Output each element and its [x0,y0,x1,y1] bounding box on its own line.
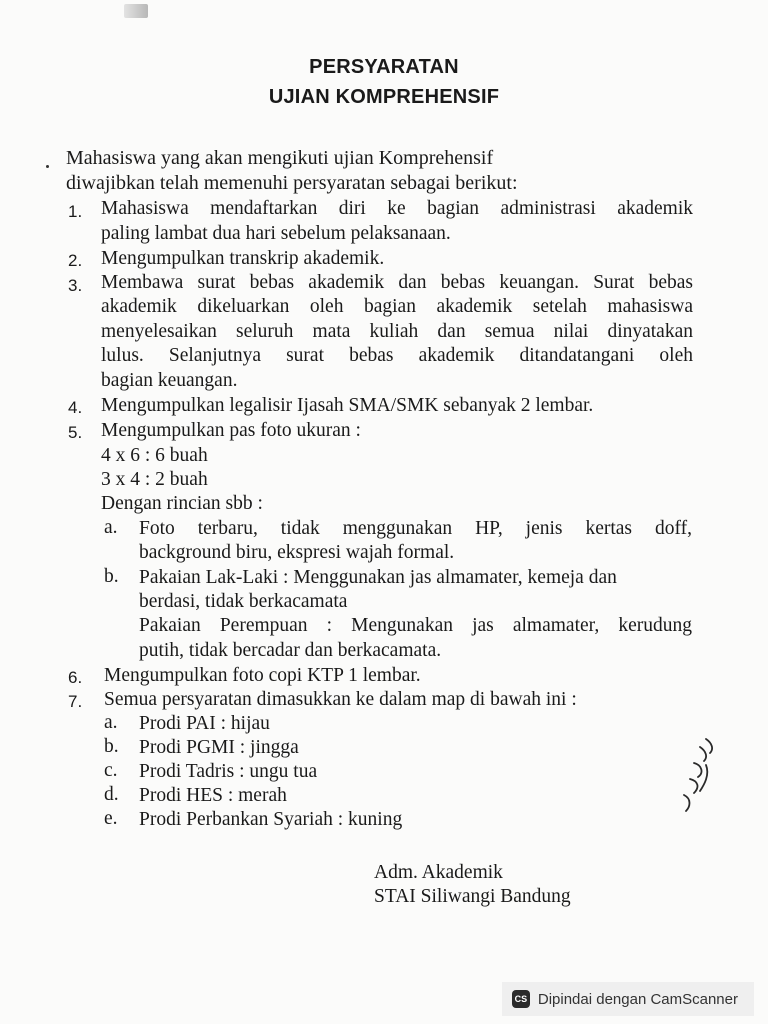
item-5a-line-1: Foto terbaru, tidak menggunakan HP, jenis kertas doff, [139,518,692,539]
item-3-line-4: lulus. Selanjutnya surat bebas akademik ditandatangani oleh [101,345,693,366]
item-3-line-1: Membawa surat bebas akademik dan bebas keuangan. Surat bebas [101,272,693,293]
item-7c-line: Prodi Tadris : ungu tua [139,761,318,782]
intro-line-2: diwajibkan telah memenuhi persyaratan sebagai berikut: [66,172,518,194]
intro-line-1: Mahasiswa yang akan mengikuti ujian Komprehensif [66,147,494,169]
item-7b-line: Prodi PGMI : jingga [139,737,299,758]
sub-letter: b. [104,736,119,757]
item-7-line-1: Semua persyaratan dimasukkan ke dalam map di bawah ini : [104,689,577,710]
item-number: 2. [68,251,83,270]
item-number: 5. [68,423,83,442]
sub-letter: e. [104,808,118,829]
scan-artifact [124,4,148,18]
handwritten-initials [676,735,726,815]
item-5-line-2: 4 x 6 : 6 buah [101,445,208,466]
item-3-line-2: akademik dikeluarkan oleh bagian akademik setelah mahasiswa [101,296,693,317]
item-5b-line-3: Pakaian Perempuan : Mengunakan jas almamater, kerudung [139,615,692,636]
sub-letter: a. [104,517,118,538]
item-number: 3. [68,276,83,295]
item-3-line-5: bagian keuangan. [101,370,238,391]
item-1-line-1: Mahasiswa mendaftarkan diri ke bagian administrasi akademik [101,198,693,219]
item-1-line-2: paling lambat dua hari sebelum pelaksanaan. [101,223,451,244]
item-7d-line: Prodi HES : merah [139,785,287,806]
sub-letter: c. [104,760,118,781]
item-4-line-1: Mengumpulkan legalisir Ijasah SMA/SMK sebanyak 2 lembar. [101,395,594,416]
item-number: 1. [68,202,83,221]
camscanner-icon: CS [512,990,530,1008]
sub-letter: d. [104,784,119,805]
title-line-2: UJIAN KOMPREHENSIF [268,86,500,108]
stray-mark [46,165,49,168]
item-5-line-3: 3 x 4 : 2 buah [101,469,208,490]
signature-line-2: STAI Siliwangi Bandung [374,886,571,907]
item-5-line-4: Dengan rincian sbb : [101,493,263,514]
item-7e-line: Prodi Perbankan Syariah : kuning [139,809,403,830]
item-5a-line-2: background biru, ekspresi wajah formal. [139,542,455,563]
item-5b-line-4: putih, tidak bercadar dan berkacamata. [139,640,442,661]
item-7a-line: Prodi PAI : hijau [139,713,270,734]
item-5b-line-2: berdasi, tidak berkacamata [139,591,348,612]
item-3-line-3: menyelesaikan seluruh mata kuliah dan semua nilai dinyatakan [101,321,693,342]
camscanner-watermark [502,982,754,1016]
item-2-line-1: Mengumpulkan transkrip akademik. [101,248,385,269]
item-number: 4. [68,398,83,417]
signature-line-1: Adm. Akademik [374,862,503,883]
item-5-line-1: Mengumpulkan pas foto ukuran : [101,420,361,441]
item-number: 6. [68,668,83,687]
item-6-line-1: Mengumpulkan foto copi KTP 1 lembar. [104,665,421,686]
item-number: 7. [68,692,83,711]
item-5b-line-1: Pakaian Lak-Laki : Menggunakan jas almamater, kemeja dan [139,567,617,588]
sub-letter: a. [104,712,118,733]
watermark-text: Dipindai dengan CamScanner [537,990,738,1008]
title-line-1: PERSYARATAN [309,56,459,78]
sub-letter: b. [104,566,119,587]
